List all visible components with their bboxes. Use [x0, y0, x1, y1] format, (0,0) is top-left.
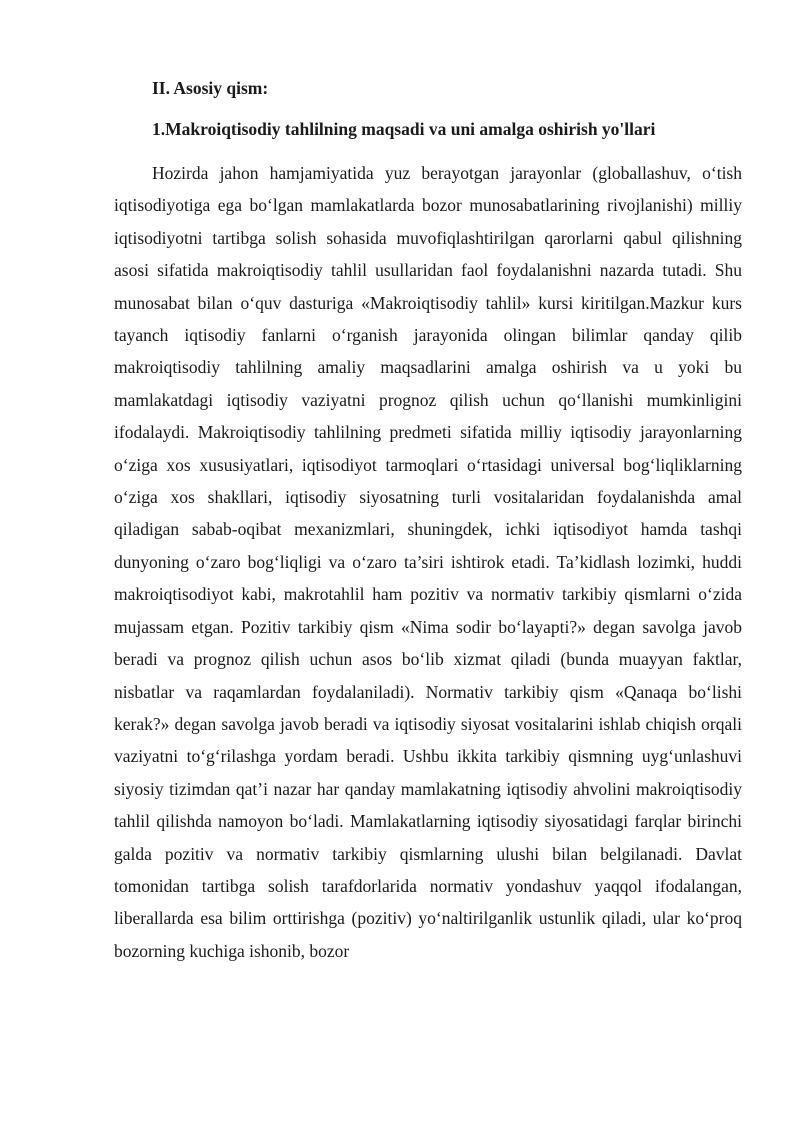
document-page — [114, 70, 742, 967]
subsection-title: 1.Makroiqtisodiy tahlilning maqsadi va uni amalga oshirish yo'llari — [152, 119, 656, 139]
body-paragraph: Hozirda jahon hamjamiyatida yuz berayotgan jarayonlar (globallashuv, o‘tish iqtisodiyotiga ega bo‘lgan mamlakatlarda bozor munosabatlarining rivojlanishi) milliy iqtisodiyotni tartibga solish sohasida muvofiqlashtirilgan qarorlarni qabul qilishning asosi sifatida makroiqtisodiy tahlil usullaridan faol foydalanishni nazarda tutadi. Shu munosabat bilan o‘quv dasturiga «Makroiqtisodiy tahlil» kursi kiritilgan.Mazkur kurs tayanch iqtisodiy fanlarni o‘rganish jarayonida olingan bilimlar qanday qilib makroiqtisodiy tahlilning amaliy maqsadlarini amalga oshirish va u yoki bu mamlakatdagi iqtisodiy vaziyatni prognoz qilish uchun qo‘llanishi mumkinligini ifodalaydi. Makroiqtisodiy tahlilning predmeti sifatida milliy iqtisodiy jarayonlarning o‘ziga xos xususiyatlari, iqtisodiyot tarmoqlari o‘rtasidagi universal bog‘liqliklarning o‘ziga xos shakllari, iqtisodiy siyosatning turli vositalaridan foydalanishda amal qiladigan sabab-oqibat mexanizmlari, shuningdek, ichki iqtisodiyot hamda tashqi dunyoning o‘zaro bog‘liqligi va o‘zaro ta’siri ishtirok etadi. Ta’kidlash lozimki, huddi makroiqtisodiyot kabi, makrotahlil ham pozitiv va normativ tarkibiy qismlarni o‘zida mujassam etgan. Pozitiv tarkibiy qism «Nima sodir bo‘layapti?» degan savolga javob beradi va prognoz qilish uchun asos bo‘lib xizmat qiladi (bunda muayyan faktlar, nisbatlar va raqamlardan foydalaniladi). Normativ tarkibiy qism «Qanaqa bo‘lishi kerak?» degan savolga javob beradi va iqtisodiy siyosat vositalarini ishlab chiqish orqali vaziyatni to‘g‘rilashga yordam beradi. Ushbu ikkita tarkibiy qismning uyg‘unlashuvi siyosiy tizimdan qat’i nazar har qanday mamlakatning iqtisodiy ahvolini makroiqtisodiy tahlil qilishda namoyon bo‘ladi. Mamlakatlarning iqtisodiy siyosatidagi farqlar birinchi galda pozitiv va normativ tarkibiy qismlarning ulushi bilan belgilanadi. Davlat tomonidan tartibga solish tarafdorlarida normativ yondashuv yaqqol ifodalangan, liberallarda esa bilim orttirishga (pozitiv) yo‘naltirilganlik ustunlik qiladi, ular ko‘proq bozorning kuchiga ishonib, bozor — [114, 163, 742, 961]
section-title: II. Asosiy qism: — [152, 78, 269, 98]
